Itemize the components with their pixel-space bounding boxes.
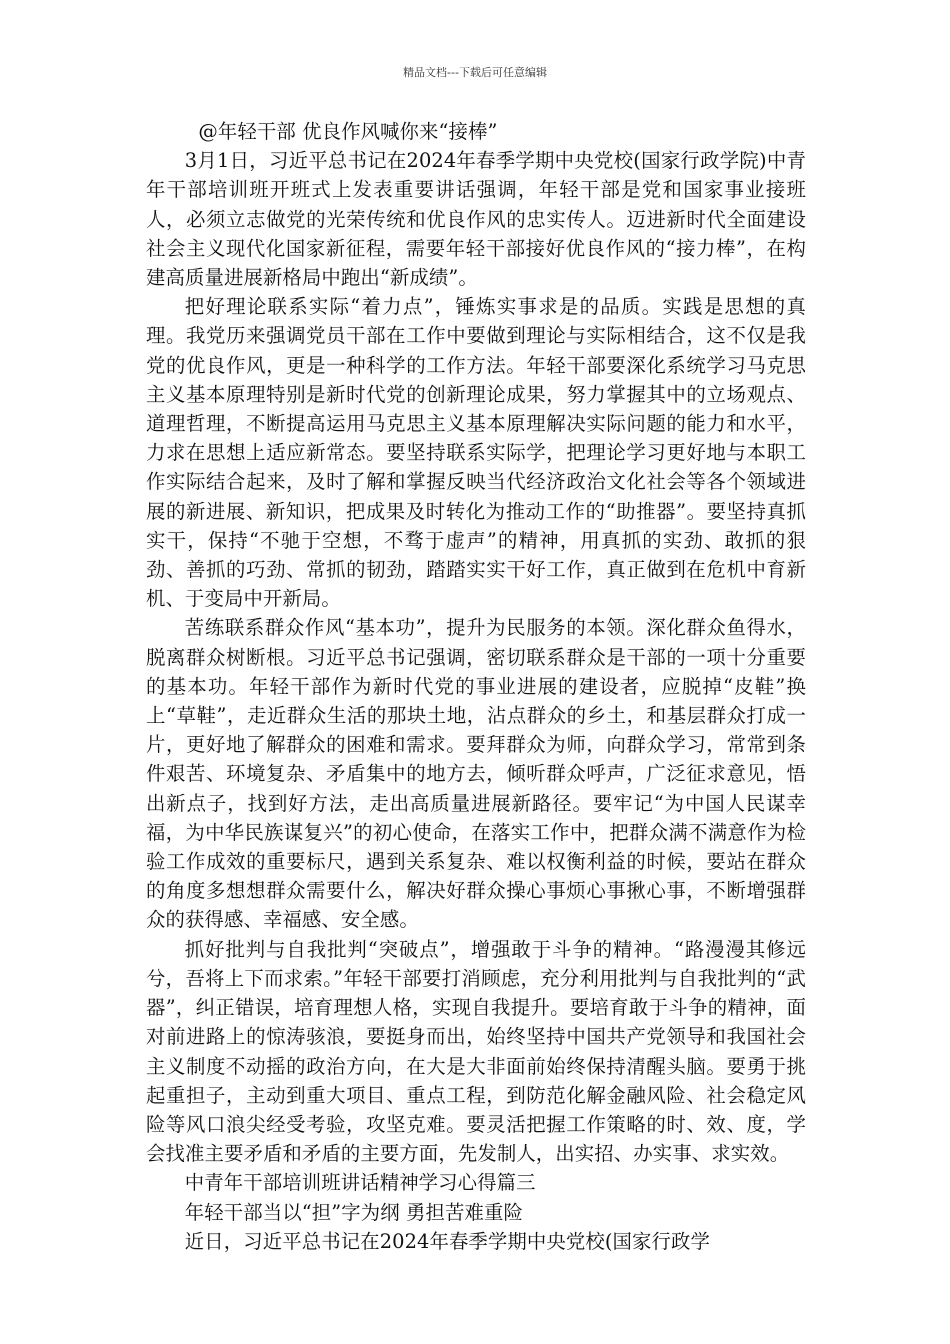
- paragraph-continued: 近日，习近平总书记在2024年春季学期中央党校(国家行政学: [184, 1229, 710, 1253]
- document-body: [146, 117, 806, 1256]
- paragraph-mass-line: 苦练联系群众作风“基本功”，提升为民服务的本领。深化群众鱼得水，脱离群众树断根。习近平总书记强调，密切联系群众是干部的一项十分重要的基本功。年轻干部作为新时代党的事业进展的建设者，应脱掉“皮鞋”换上“草鞋”，走近群众生活的那块土地，沾点群众的乡土，和基层群众打成一片，更好地了解群众的困难和需求。要拜群众为师，向群众学习，常常到条件艰苦、环境复杂、矛盾集中的地方去，倾听群众呼声，广泛征求意见，悟出新点子，找到好方法，走出高质量进展新路径。要牢记“为中国人民谋幸福，为中华民族谋复兴”的初心使命，在落实工作中，把群众满不满意作为检验工作成效的重要标尺，遇到关系复杂、难以权衡利益的时候，要站在群众的角度多想想群众需要什么，解决好群众操心事烦心事揪心事，不断增强群众的获得感、幸福感、安全感。: [146, 616, 806, 932]
- section-subtitle: 年轻干部当以“担”字为纲 勇担苦难重险: [184, 1200, 523, 1224]
- article-title: @年轻干部 优良作风喊你来“接棒”: [198, 120, 498, 143]
- paragraph-theory-practice: 把好理论联系实际“着力点”，锤炼实事求是的品质。实践是思想的真理。我党历来强调党员干部在工作中要做到理论与实际相结合，这不仅是我党的优良作风，更是一种科学的工作方法。年轻干部要深化系统学习马克思主义基本原理特别是新时代党的创新理论成果，努力掌握其中的立场观点、道理哲理，不断提高运用马克思主义基本原理解决实际问题的能力和水平，力求在思想上适应新常态。要坚持联系实际学，把理论学习更好地与本职工作实际结合起来，及时了解和掌握反映当代经济政治文化社会等各个领域进展的新进展、新知识，把成果及时转化为推动工作的“助推器”。要坚持真抓实干，保持“不驰于空想，不骛于虚声”的精神，用真抓的实劲、敢抓的狠劲、善抓的巧劲、常抓的韧劲，踏踏实实干好工作，真正做到在危机中育新机、于变局中开新局。: [146, 295, 806, 611]
- page-header: 精品文档---下载后可任意编辑: [403, 66, 547, 79]
- section-heading: 中青年干部培训班讲话精神学习心得篇三: [184, 1171, 536, 1195]
- paragraph-criticism: 抓好批判与自我批判“突破点”，增强敢于斗争的精神。“路漫漫其修远兮，吾将上下而求索。”年轻干部要打消顾虑，充分利用批判与自我批判的“武器”，纠正错误，培育理想人格，实现自我提升。要培育敢于斗争的精神，面对前进路上的惊涛骇浪，要挺身而出，始终坚持中国共产党领导和我国社会主义制度不动摇的政治方向，在大是大非面前始终保持清醒头脑。要勇于挑起重担子，主动到重大项目、重点工程，到防范化解金融风险、社会稳定风险等风口浪尖经受考验，攻坚克难。要灵活把握工作策略的时、效、度，学会找准主要矛盾和矛盾的主要方面，先发制人，出实招、办实事、求实效。: [146, 937, 806, 1166]
- paragraph-intro: 3月1日，习近平总书记在2024年春季学期中央党校(国家行政学院)中青年干部培训班开班式上发表重要讲话强调，年轻干部是党和国家事业接班人，必须立志做党的光荣传统和优良作风的忠实传人。迈进新时代全面建设社会主义现代化国家新征程，需要年轻干部接好优良作风的“接力棒”，在构建高质量进展新格局中跑出“新成绩”。: [146, 149, 806, 290]
